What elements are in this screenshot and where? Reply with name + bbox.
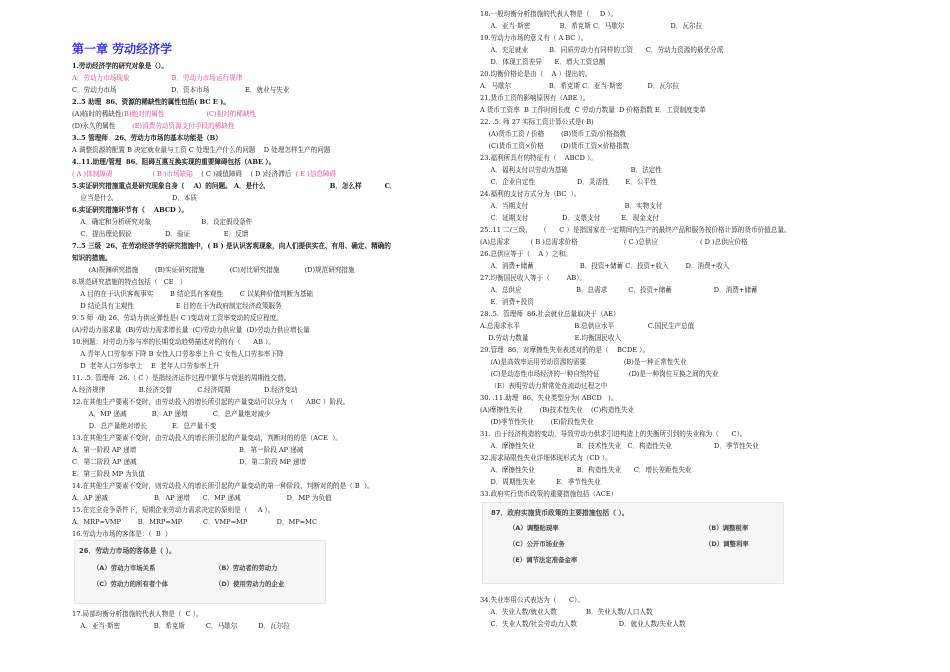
question-line — [72, 230, 248, 238]
text-segment: (D)季节性失业 (E)阶段性失业 — [480, 418, 594, 426]
question-line — [72, 194, 197, 202]
question-line — [480, 430, 746, 438]
text-segment — [112, 170, 152, 178]
question-line — [480, 466, 692, 474]
question-line — [480, 334, 621, 342]
question-line — [480, 418, 594, 426]
text-segment: (C)是动态性市场经济的一种自然特征 (D)是一种岗位互换之间的失业 — [480, 370, 719, 378]
text-segment — [130, 74, 172, 82]
text-segment: D．周期性失业 E．季节性失业 — [480, 478, 601, 486]
text-segment: A.经济规律 B.经济交替 C.经济周期 D.经济变动 — [72, 386, 298, 394]
text-segment: 21.货币工资的影响原因有（ABE ）。 — [480, 94, 590, 102]
question-line — [72, 290, 313, 298]
text-segment: 24.福利的支付方式分为（BC ）。 — [480, 190, 581, 198]
question-line — [480, 70, 591, 78]
question-line — [72, 182, 396, 190]
scan-option: （C）公开市场业务 — [509, 540, 565, 548]
text-segment: ( A )体制障碍 — [72, 170, 113, 178]
text-segment: (A)摩擦性失业 (B)技术性失业 (C)构造性失业 — [480, 406, 635, 414]
question-line — [480, 130, 626, 138]
question-line — [72, 482, 374, 490]
question-line — [480, 118, 594, 126]
question-line — [480, 82, 679, 90]
question-line — [480, 310, 620, 318]
text-segment: (A)总需求 ( B )总需求价格 ( C )总供应 ( D )总供应价格 — [480, 238, 748, 246]
question-line — [72, 86, 289, 94]
text-segment: A．当期支付 B．实物支付 — [480, 202, 663, 210]
text-segment: 8.规范研究措施的特点包括（ CE ） — [72, 278, 187, 286]
text-segment: A 货币工资率 B 工作时间长度 C 劳动力数量 D 价格指数 E．工资制度变革 — [480, 106, 706, 114]
question-line — [480, 58, 605, 66]
text-segment: (C)相对的稀缺性 — [206, 110, 257, 118]
text-segment: （E）表明劳动力常常处在流动过程之中 — [480, 382, 608, 390]
question-line — [72, 362, 219, 370]
question-line — [72, 470, 145, 478]
text-segment: 10.例题：对劳动力参与率的长期变动趋势描述对的的有（ AB ）。 — [72, 338, 275, 346]
text-segment: C．第二阶段 AP 递减 D．第二阶段 MP 递增 — [72, 458, 307, 466]
question-line — [480, 394, 617, 402]
scan-option: （B）调整税率 — [705, 524, 749, 532]
question-line — [72, 110, 256, 118]
question-line — [72, 326, 310, 334]
text-segment: 31. 由于经济构造的变动，导致劳动力供求引进构造上的失衡所引到的失业称为（ C）。 — [480, 430, 747, 438]
text-segment: 知识的措施。 — [72, 254, 112, 262]
question-line — [480, 442, 759, 450]
question-line — [72, 134, 222, 142]
question-line — [480, 10, 617, 18]
chapter-title: 第一章 劳动经济学 — [72, 42, 173, 56]
scan-option: （D）使用劳动力的企业 — [215, 580, 285, 588]
text-segment: A．充足就业 B．同质劳动力有同样的工资 C．劳动力资源的最优分派 — [480, 46, 724, 54]
text-segment: A．确定和分析研究对象 B．设定假设条件 — [72, 218, 253, 226]
text-segment: A．AP 递减 B．AP 递增 C．MP 递减 D．MP 为负值 — [72, 494, 332, 502]
text-segment: (A)临时的稀缺性 — [72, 110, 122, 118]
question-line — [72, 410, 271, 418]
scan-option: （A）调整贴现率 — [509, 524, 559, 532]
question-line — [480, 478, 601, 486]
text-segment: 27.均衡国民收入等于（ AB）。 — [480, 274, 587, 282]
question-line — [72, 434, 342, 442]
text-segment: 应当是什么 D．本质 — [72, 194, 198, 202]
text-segment: 26.总供应等于（ A ）之和。 — [480, 250, 572, 258]
text-segment: 28..5. 管理师 86.社会就业总量取决于（AE） — [480, 310, 620, 318]
text-segment: 22. .5. 师 27 实际工资计算公式是( B) — [480, 118, 594, 126]
question-line — [480, 250, 572, 258]
text-segment: E．消费+投资 — [480, 298, 534, 306]
text-segment: A．是什么 B．怎么样 C． — [231, 182, 397, 190]
question-line — [480, 274, 586, 282]
question-line — [480, 298, 534, 306]
text-segment: 13.在其他生产要素不变时，由劳动投入的增长所引起的产量变动，判断对的的是（ACE ）。 — [72, 434, 342, 442]
text-segment: C．企业自定性 D．灵活性 E．公平性 — [480, 178, 657, 186]
scanned-question-image-left — [74, 540, 326, 604]
question-line — [72, 610, 203, 618]
text-segment: A．劳动力市场现象 — [72, 74, 130, 82]
text-segment: D 老年人口劳参率上 E 老年人口劳参率上升 — [72, 362, 220, 370]
text-segment: 14.在其他生产要素不变时，则劳动投入的增长所引起的产量变动的第一种阶段，判断对的的是（ B ）。 — [72, 482, 374, 490]
question-line — [480, 490, 617, 498]
text-segment: D.劳动力数量 E.均衡国民收入 — [480, 334, 622, 342]
scan-option: （D）调整利率 — [705, 540, 749, 548]
text-segment: A．总供应 B．总需求 C．投资+储蓄 D．消费+储蓄 — [480, 286, 758, 294]
text-segment: 3..5 管理师 26、劳动力市场的基本功能是（B） — [72, 134, 222, 142]
text-segment: 6.实证研究措施环节有（ ABCD ）。 — [72, 206, 188, 214]
text-segment: 16.劳动力市场的客体是：（ B ） — [72, 530, 172, 538]
question-line — [480, 346, 649, 354]
text-segment: (A)劳动力需求量 (B)劳动力需求增长量 (C)劳动力供应量 (D)劳动力供应增长量 — [72, 326, 310, 334]
scanned-question-image-right — [482, 502, 784, 584]
text-segment: A．亚当·斯密 B．希克斯 C．马歇尔 D．瓦尔拉 — [72, 622, 290, 630]
text-segment: A．亚当·斯密 B．希克斯 C．马歇尔 D．瓦尔拉 — [480, 22, 703, 30]
text-segment: C．失业人数/社会劳动力人数 D．就业人数/失业人数 — [480, 620, 686, 628]
text-segment: A．MRP=VMP B．MRP=MP C．VMP=MP D．MP=MC — [72, 518, 318, 526]
text-segment: 11. .5. 管理师 26.（ C ）是指经济运作过程中繁华与衰退的周期性交替。 — [72, 374, 291, 382]
question-line — [72, 218, 252, 226]
text-segment: 25..11 二/三级， （ C ）是指国家在一定期间内生产的最终产品和服务按价格计算的货币价值总量。 — [480, 226, 791, 234]
text-segment: 32.需求局限性失业详细体现形式为（CD ）。 — [480, 454, 612, 462]
question-line — [72, 530, 172, 538]
question-line — [480, 190, 581, 198]
question-line — [72, 266, 355, 274]
question-line — [480, 214, 659, 222]
question-line — [72, 242, 391, 250]
scan-option: （E）调节法定准备金率 — [509, 556, 578, 564]
text-segment: 20.均衡价格论是由（ A ）提出的。 — [480, 70, 592, 78]
question-line — [72, 302, 282, 310]
text-segment: 15.在完全竞争条件下，短期企业劳动力需求决定的原则是（ A ）。 — [72, 506, 275, 514]
question-line — [72, 122, 234, 130]
text-segment: 29.管理 86、对摩擦性失业表述对的的是（ BCDE ）。 — [480, 346, 650, 354]
text-segment: 19.劳动力市场的意义有（ A BC ）。 — [480, 34, 588, 42]
text-segment: (B)绝对的属性 — [121, 110, 165, 118]
question-line — [72, 278, 186, 286]
text-segment: D 结论具有主观性 E 目的在于为政府制定经济政策服务 — [72, 302, 282, 310]
text-segment: C．延期支付 D．支票支付 E．现金支付 — [480, 214, 660, 222]
text-segment: ( E )信息障碍 — [295, 170, 337, 178]
question-line — [72, 62, 168, 70]
scan-option: （A）劳动力市场关系 — [93, 564, 156, 572]
text-segment: 18.一般均衡分析措施的代表人物是（ D ）。 — [480, 10, 618, 18]
text-segment: (E)消费劳动资源支付手段的稀缺性 — [132, 122, 235, 130]
question-line — [72, 206, 188, 214]
question-line — [480, 262, 729, 270]
question-line — [72, 374, 290, 382]
text-segment: (A)是高效率运用劳动资源的需要 (B)是一种正常性失业 — [480, 358, 687, 366]
question-line — [480, 142, 629, 150]
question-line — [480, 226, 791, 234]
scan-option: （B）劳动者的劳动力 — [215, 564, 278, 572]
question-line — [72, 338, 275, 346]
text-segment: 12.在其他生产要素不变时，由劳动投入的增长所引起的产量变动可以分为（ ABC ）阶段。 — [72, 398, 350, 406]
question-line — [72, 74, 242, 82]
question-line — [72, 146, 331, 154]
question-line — [72, 170, 336, 178]
text-segment: (A)货币工资 / 价格 (B)货币工资/价格指数 — [480, 130, 626, 138]
text-segment: 4..11.助理/管理 86、阻碍互惠互换实现的重要障碍包括（ABE ）。 — [72, 158, 276, 166]
question-line — [72, 422, 216, 430]
text-segment: 30. .11.助理 86、失业类型分为( ABCD )。 — [480, 394, 618, 402]
scan-option: （C）劳动力的所有者个体 — [93, 580, 168, 588]
question-line — [72, 494, 332, 502]
question-line — [480, 322, 694, 330]
text-segment: (D)永久的属性 — [72, 122, 133, 130]
text-segment: A.总需求水平 B.总供应水平 C.国民生产总值 — [480, 322, 695, 330]
question-line — [480, 94, 589, 102]
question-line — [480, 620, 686, 628]
text-segment: 5.实证研究措施重点是研究现象自身（ A）的问题。 — [72, 182, 232, 190]
question-line — [72, 446, 303, 454]
question-line — [480, 22, 702, 30]
question-line — [72, 350, 284, 358]
question-line — [72, 98, 230, 106]
text-segment: 17.局部均衡分析措施的代表人物是（ C ）。 — [72, 610, 203, 618]
question-line — [480, 46, 723, 54]
question-line — [72, 254, 112, 262]
question-line — [480, 454, 612, 462]
text-segment: A 调整资源的配置 B 决定就业量与工资 C 处理生产什么的问题 D 处理怎样生产的问题 — [72, 146, 331, 154]
text-segment: D．体现工资差异 E．增大工资总额 — [480, 58, 606, 66]
question-line — [480, 596, 584, 604]
question-line — [72, 158, 275, 166]
question-line — [480, 106, 706, 114]
text-segment: D．总产量绝对增长 E．总产量不变 — [72, 422, 217, 430]
text-segment: A．消费+储蓄 B．投资+储蓄 C．投资+收入 D．消费+收入 — [480, 262, 730, 270]
question-line — [72, 458, 306, 466]
question-line — [480, 370, 718, 378]
question-line — [72, 314, 283, 322]
text-segment: C．提出理论假说 D．验证 E．反馈 — [72, 230, 249, 238]
text-segment: 34.失业率用公式表达为（ C）。 — [480, 596, 584, 604]
question-line — [72, 398, 349, 406]
text-segment: 1.劳动经济学的研究对象是（）。 — [72, 62, 168, 70]
question-line — [480, 406, 634, 414]
text-segment: A．MP 递减 B．AP 递增 C．总产量绝对减少 — [72, 410, 271, 418]
text-segment: (A)规渊研究措施 (B)实证研究措施 (C)对比研究措施 (D)规范研究措施 — [72, 266, 355, 274]
text-segment: A．摩擦性失业 B．构造性失业 C．增长差距性失业 — [480, 466, 692, 474]
text-segment: 33.政府实行货币政策的重要措施包括（ACE） — [480, 490, 618, 498]
text-segment: 9. 5 师 /助 26、劳动力供应弹性是( C )变动对工资率变动的反应程度。 — [72, 314, 283, 322]
question-line — [480, 34, 587, 42]
scan-question: 26．劳动力市场的客体是（ ）。 — [79, 547, 176, 555]
text-segment: A．福利支付以劳动为基础 B．法定性 — [480, 166, 662, 174]
text-segment: E．第三阶段 MP 为负值 — [72, 470, 145, 478]
text-segment: A．第一阶段 AP 递增 B．第一阶段 AP 递减 — [72, 446, 304, 454]
text-segment: A．马歇尔 B．希克斯 C．亚当·斯密 D．瓦尔拉 — [480, 82, 680, 90]
question-line — [480, 154, 597, 162]
question-line — [480, 608, 653, 616]
question-line — [480, 286, 758, 294]
question-line — [480, 358, 687, 366]
text-segment: A．失业人数/就业人数 B．失业人数/人口人数 — [480, 608, 653, 616]
question-line — [480, 166, 662, 174]
text-segment: B．劳动力市场运行规律 — [171, 74, 243, 82]
question-line — [72, 386, 298, 394]
question-line — [480, 238, 748, 246]
question-line — [72, 622, 290, 630]
text-segment: 7..5 三级 26、在劳动经济学的研究措施中，( B ) 是认识客观现象，向人们提供实在、有用、确定、精确的 — [72, 242, 391, 250]
text-segment: 2..5 助理 86、资源的稀缺性的属性包括( BC E )。 — [72, 98, 230, 106]
text-segment: ( B )市场缺陷 — [152, 170, 193, 178]
text-segment: A 目的在于认识客观事实 B 结论具有客观性 C 以某种价值判断为基础 — [72, 290, 313, 298]
text-segment: A 青年人口劳参率下降 B 女性人口劳参率上升 C 女性人口劳参率下降 — [72, 350, 284, 358]
question-line — [480, 382, 607, 390]
text-segment — [164, 110, 206, 118]
scan-question: 87．政府实施货币政策的主要措施包括（ ）。 — [491, 509, 629, 517]
question-line — [480, 202, 662, 210]
question-line — [72, 506, 275, 514]
text-segment: C．劳动力市场 D．资本市场 E．就业与失业 — [72, 86, 290, 94]
text-segment: 23.福利所具有的特征有（ ABCD ）。 — [480, 154, 597, 162]
question-line — [72, 518, 317, 526]
text-segment: (C)货币工资×价格 (D)货币工资×价格指数 — [480, 142, 630, 150]
text-segment: ( C )减值障碍 ( D )经济滞后 — [192, 170, 296, 178]
text-segment: A．摩擦性失业 B．技术性失业 C．构造性失业 D．季节性失业 — [480, 442, 759, 450]
question-line — [480, 178, 657, 186]
